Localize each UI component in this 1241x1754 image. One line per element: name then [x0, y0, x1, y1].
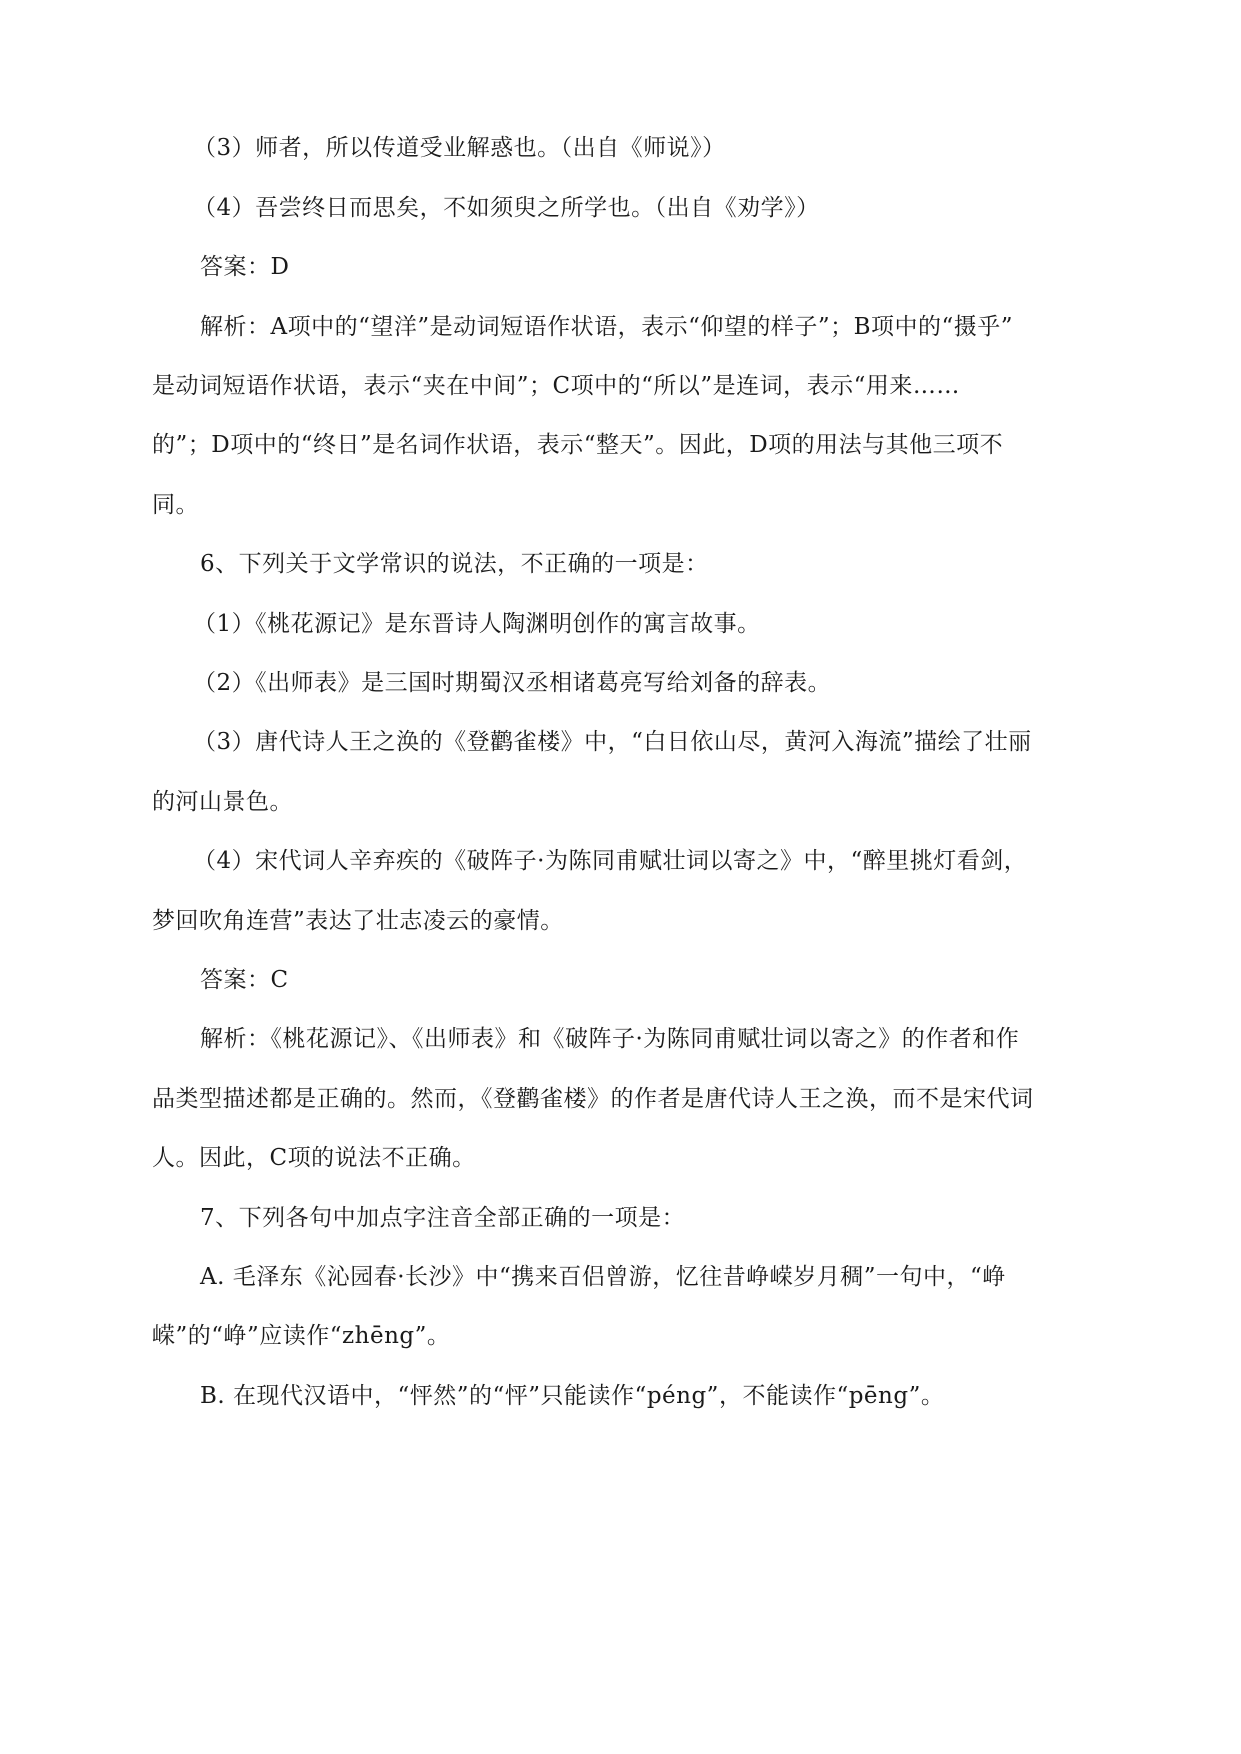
analysis-line: 是动词短语作状语，表示“夹在中间”；C项中的“所以”是连词，表示“用来……	[152, 373, 960, 399]
option-line-3: （3）师者，所以传道受业解惑也。（出自《师说》）	[193, 135, 726, 161]
option-a-line-cont: 嵘”的“峥”应读作“zhēng”。	[152, 1323, 451, 1349]
option-line-1: （1）《桃花源记》是东晋诗人陶渊明创作的寓言故事。	[193, 611, 761, 637]
option-a-line: A. 毛泽东《沁园春·长沙》中“携来百侣曾游，忆往昔峥嵘岁月稠”一句中，“峥	[200, 1264, 1006, 1290]
option-line-3-cont: 的河山景色。	[152, 789, 293, 815]
analysis-line: 人。因此，C项的说法不正确。	[152, 1145, 476, 1171]
question-6-title: 6、下列关于文学常识的说法，不正确的一项是：	[200, 551, 709, 577]
analysis-line: 同。	[152, 492, 199, 518]
analysis-line: 解析：《桃花源记》、《出师表》和《破阵子·为陈同甫赋壮词以寄之》的作者和作	[200, 1026, 1020, 1052]
option-line-4: （4）吾尝终日而思矣，不如须臾之所学也。（出自《劝学》）	[193, 195, 820, 221]
analysis-line: 的”；D项中的“终日”是名词作状语，表示“整天”。因此，D项的用法与其他三项不	[152, 432, 1004, 458]
option-line-2: （2）《出师表》是三国时期蜀汉丞相诸葛亮写给刘备的辞表。	[193, 670, 832, 696]
analysis-line: 解析：A项中的“望洋”是动词短语作状语，表示“仰望的样子”；B项中的“摄乎”	[200, 314, 1014, 340]
question-7-title: 7、下列各句中加点字注音全部正确的一项是：	[200, 1205, 686, 1231]
option-line-3: （3）唐代诗人王之涣的《登鹳雀楼》中，“白日依山尽，黄河入海流”描绘了壮丽	[193, 729, 1032, 755]
option-line-4-cont: 梦回吹角连营”表达了壮志凌云的豪情。	[152, 908, 564, 934]
answer-line: 答案：C	[200, 967, 289, 993]
analysis-line: 品类型描述都是正确的。然而，《登鹳雀楼》的作者是唐代诗人王之涣，而不是宋代词	[152, 1086, 1034, 1112]
option-line-4: （4）宋代词人辛弃疾的《破阵子·为陈同甫赋壮词以寄之》中，“醉里挑灯看剑，	[193, 848, 1028, 874]
answer-line: 答案：D	[200, 254, 290, 280]
option-b-line: B. 在现代汉语中，“怦然”的“怦”只能读作“péng”，不能读作“pēng”。	[200, 1383, 945, 1409]
